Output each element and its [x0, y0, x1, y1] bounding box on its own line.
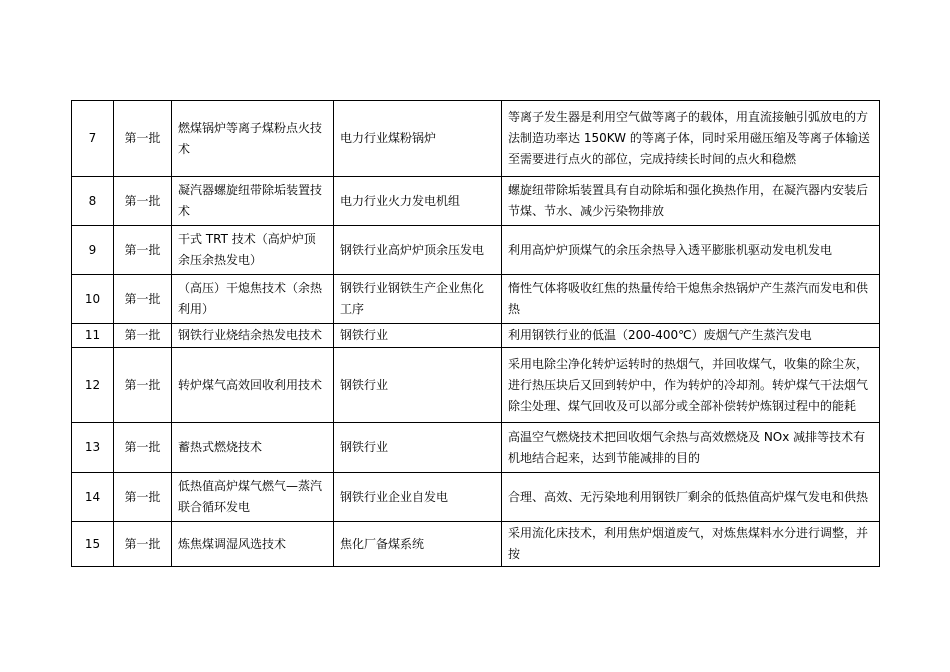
- row-number: 9: [72, 226, 114, 275]
- technology-description: 合理、高效、无污染地利用钢铁厂剩余的低热值高炉煤气发电和供热: [502, 473, 880, 522]
- application-sector: 钢铁行业: [334, 324, 502, 348]
- batch-cell: 第一批: [114, 324, 172, 348]
- technology-description: 采用流化床技术，利用焦炉烟道废气，对炼焦煤料水分进行调整，并按: [502, 522, 880, 567]
- technology-name: 转炉煤气高效回收利用技术: [172, 348, 334, 423]
- technology-description: 惰性气体将吸收红焦的热量传给干熄焦余热锅炉产生蒸汽而发电和供热: [502, 275, 880, 324]
- row-number: 7: [72, 101, 114, 177]
- technology-description: 采用电除尘净化转炉运转时的热烟气，并回收煤气，收集的除尘灰，进行热压块后又回到转炉中，作为转炉的冷却剂。转炉煤气干法烟气除尘处理、煤气回收及可以部分或全部补偿转炉炼钢过程中的能耗: [502, 348, 880, 423]
- technology-name: 钢铁行业烧结余热发电技术: [172, 324, 334, 348]
- technology-name: 蓄热式燃烧技术: [172, 423, 334, 473]
- row-number: 11: [72, 324, 114, 348]
- technology-table: [71, 100, 880, 567]
- technology-name: 燃煤锅炉等离子煤粉点火技术: [172, 101, 334, 177]
- technology-name: （高压）干熄焦技术（余热利用）: [172, 275, 334, 324]
- row-number: 13: [72, 423, 114, 473]
- row-number: 15: [72, 522, 114, 567]
- application-sector: 钢铁行业高炉炉顶余压发电: [334, 226, 502, 275]
- technology-name: 炼焦煤调湿风选技术: [172, 522, 334, 567]
- application-sector: 焦化厂备煤系统: [334, 522, 502, 567]
- batch-cell: 第一批: [114, 348, 172, 423]
- batch-cell: 第一批: [114, 226, 172, 275]
- technology-description: 高温空气燃烧技术把回收烟气余热与高效燃烧及 NOx 减排等技术有机地结合起来，达到节能减排的目的: [502, 423, 880, 473]
- row-number: 8: [72, 177, 114, 226]
- technology-description: 利用钢铁行业的低温（200-400℃）废烟气产生蒸汽发电: [502, 324, 880, 348]
- table-row: [72, 348, 880, 423]
- technology-name: 低热值高炉煤气燃气—蒸汽联合循环发电: [172, 473, 334, 522]
- batch-cell: 第一批: [114, 275, 172, 324]
- table-row: [72, 275, 880, 324]
- batch-cell: 第一批: [114, 522, 172, 567]
- row-number: 14: [72, 473, 114, 522]
- technology-name: 凝汽器螺旋纽带除垢装置技术: [172, 177, 334, 226]
- batch-cell: 第一批: [114, 177, 172, 226]
- application-sector: 钢铁行业: [334, 423, 502, 473]
- table-row: [72, 473, 880, 522]
- application-sector: 电力行业煤粉锅炉: [334, 101, 502, 177]
- technology-description: 螺旋纽带除垢装置具有自动除垢和强化换热作用，在凝汽器内安装后节煤、节水、减少污染物排放: [502, 177, 880, 226]
- technology-description: 等离子发生器是利用空气做等离子的载体，用直流接触引弧放电的方法制造功率达 150KW 的等离子体，同时采用磁压缩及等离子体输送至需要进行点火的部位，完成持续长时间的点火和稳燃: [502, 101, 880, 177]
- table-row: [72, 177, 880, 226]
- table-row: [72, 423, 880, 473]
- table-row: [72, 522, 880, 567]
- batch-cell: 第一批: [114, 423, 172, 473]
- application-sector: 钢铁行业钢铁生产企业焦化工序: [334, 275, 502, 324]
- application-sector: 电力行业火力发电机组: [334, 177, 502, 226]
- batch-cell: 第一批: [114, 473, 172, 522]
- table-row: [72, 101, 880, 177]
- technology-name: 干式 TRT 技术（高炉炉顶余压余热发电）: [172, 226, 334, 275]
- row-number: 12: [72, 348, 114, 423]
- row-number: 10: [72, 275, 114, 324]
- table-row: [72, 226, 880, 275]
- application-sector: 钢铁行业: [334, 348, 502, 423]
- table-row: [72, 324, 880, 348]
- technology-description: 利用高炉炉顶煤气的余压余热导入透平膨胀机驱动发电机发电: [502, 226, 880, 275]
- batch-cell: 第一批: [114, 101, 172, 177]
- application-sector: 钢铁行业企业自发电: [334, 473, 502, 522]
